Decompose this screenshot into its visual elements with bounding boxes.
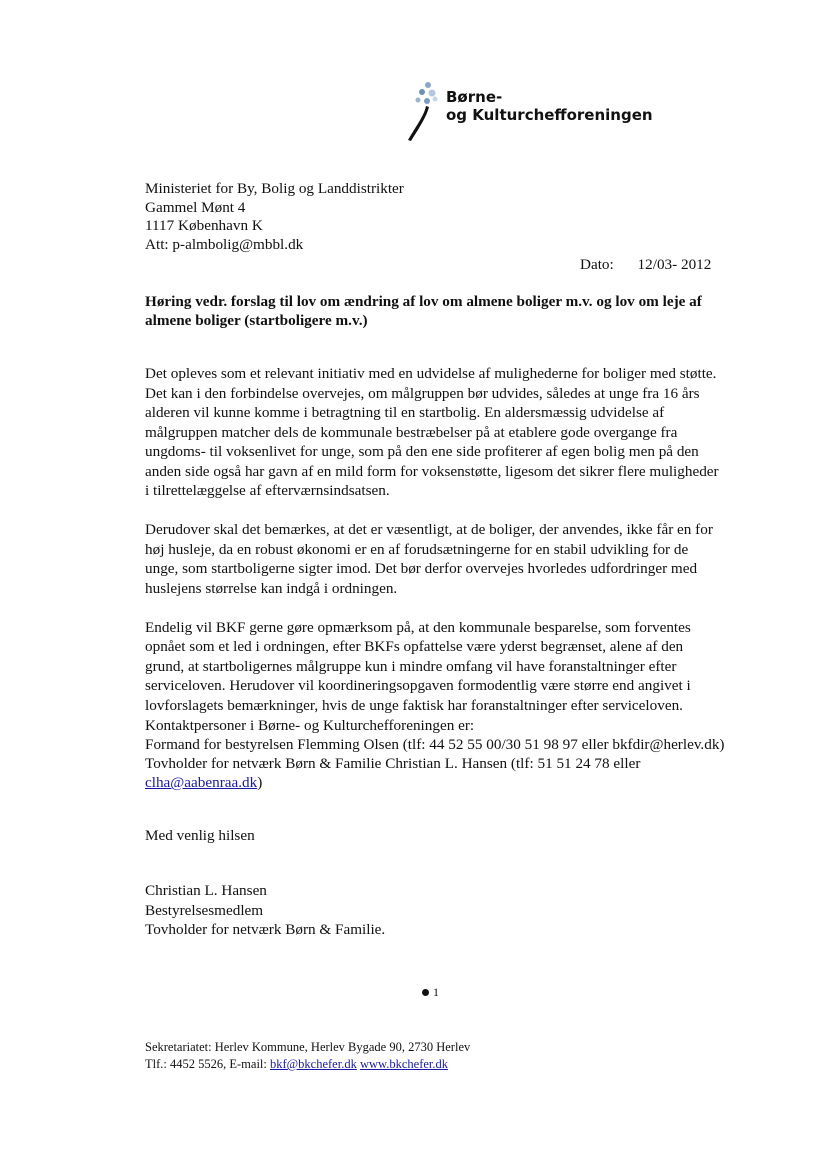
footer-address: Sekretariatet: Herlev Kommune, Herlev Bygade 90, 2730 Herlev xyxy=(145,1040,471,1054)
bullet-icon xyxy=(422,989,429,996)
footer-contact xyxy=(145,1056,470,1073)
letter-subject: Høring vedr. forslag til lov om ændring af lov om almene boliger m.v. og lov om leje af almene boliger (startboligere m.v.) xyxy=(145,293,702,329)
logo-line-1: Børne- xyxy=(446,88,503,106)
contact-email-link[interactable]: clha@aabenraa.dk xyxy=(145,774,258,791)
signature-role: Tovholder for netværk Børn & Familie. xyxy=(145,921,386,938)
signature-block xyxy=(145,881,385,940)
letter-footer xyxy=(145,1039,470,1073)
footer-website-link[interactable]: www.bkchefer.dk xyxy=(359,1057,449,1071)
org-logo-icon xyxy=(404,80,444,144)
page-number xyxy=(422,985,439,1000)
contacts-heading: Kontaktpersoner i Børne- og Kulturchefforeningen er: xyxy=(145,717,475,734)
close-paren: ) xyxy=(257,774,263,791)
signature-title: Bestyrelsesmedlem xyxy=(145,901,264,919)
page-number-value: 1 xyxy=(433,985,439,999)
logo-line-2: og Kulturchefforeningen xyxy=(446,106,653,124)
footer-phone: Tlf.: 4452 5526, E-mail: xyxy=(145,1057,270,1071)
letter-body xyxy=(145,364,725,735)
recipient-line: Gammel Mønt 4 xyxy=(145,198,246,216)
recipient-line: 1117 København K xyxy=(145,217,263,235)
recipient-line: Ministeriet for By, Bolig og Landdistrikter xyxy=(145,180,404,197)
body-paragraph: Derudover skal det bemærkes, at det er væsentligt, at de boliger, der anvendes, ikke får en for høj husleje, da en robust økonomi er en af forudsætningerne for en stabil udvikling for de unge, som startboligerne sigter imod. Det bør derfor overvejes hvorledes udfordringer med huslejens størrelse kan indgå i ordningen. xyxy=(145,521,713,597)
signature-name: Christian L. Hansen xyxy=(145,882,267,899)
recipient-address xyxy=(145,180,404,254)
letter-date xyxy=(580,256,711,274)
contact-line: Tovholder for netværk Børn & Familie Christian L. Hansen (tlf: 51 51 24 78 eller xyxy=(145,755,641,772)
contact-section xyxy=(145,716,745,792)
org-logo xyxy=(404,80,653,144)
contact-line: Formand for bestyrelsen Flemming Olsen (tlf: 44 52 55 00/30 51 98 97 eller bkfdir@herlev.dk) xyxy=(145,736,725,753)
date-value: 12/03- 2012 xyxy=(637,256,712,273)
contact-line xyxy=(145,773,745,792)
date-label: Dato: xyxy=(580,256,614,273)
body-paragraph: Endelig vil BKF gerne gøre opmærksom på, at den kommunale besparelse, som forventes opnået som et led i ordningen, efter BKFs opfattelse være yderst begrænset, alene af den grund, at startboligernes målgruppe kun i mindre omfang vil have foranstaltninger efter serviceloven. Herudover vil koordineringsopgaven formodentlig være større end angivet i lovforslagets bemærkninger, hvis de unge faktisk har foranstaltninger efter serviceloven. xyxy=(145,618,691,714)
body-paragraph: Det opleves som et relevant initiativ med en udvidelse af mulighederne for boliger med støtte. Det kan i den forbindelse overvejes, om målgruppen bør udvides, således at unge fra 16 års alderen vil kunne komme i betragtning til en startbolig. En aldersmæssig udvidelse af målgruppen matcher dels de kommunale bestræbelser på at etablere gode overgange fra ungdoms- til voksenlivet for unge, som på den ene side profiterer af egen bolig men på den anden side også har gavn af en mild form for voksenstøtte, ligesom det sikrer flere muligheder i tilrettelæggelse af efterværnsindsatsen. xyxy=(145,365,719,499)
footer-email-link[interactable]: bkf@bkchefer.dk xyxy=(269,1057,357,1071)
closing-greeting: Med venlig hilsen xyxy=(145,827,255,844)
recipient-line: Att: p-almbolig@mbbl.dk xyxy=(145,235,304,253)
